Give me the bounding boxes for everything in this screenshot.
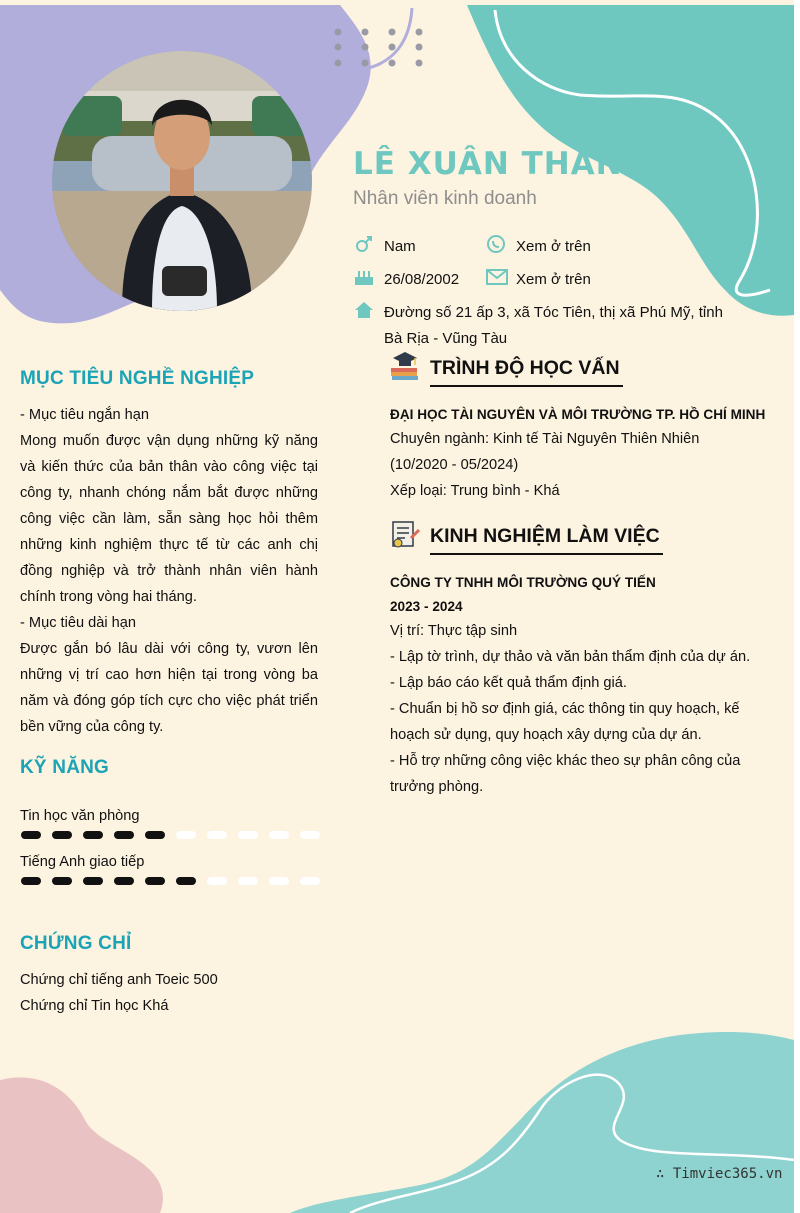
certificate-item: Chứng chỉ Tin học Khá <box>20 998 169 1014</box>
duty-item: - Chuẩn bị hồ sơ định giá, các thông tin quy hoạch, kế <box>390 701 740 717</box>
certificates-heading: CHỨNG CHỈ <box>20 933 132 954</box>
skill-dot-filled <box>176 877 196 885</box>
company-name: CÔNG TY TNHH MÔI TRƯỜNG QUÝ TIẾN <box>390 575 656 590</box>
skill-dot-filled <box>83 877 103 885</box>
objective-heading: MỤC TIÊU NGHỀ NGHIỆP <box>20 368 255 389</box>
skill-dot-filled <box>145 831 165 839</box>
skill-dot-filled <box>114 831 134 839</box>
skill-dot-empty <box>269 877 289 885</box>
skill-dot-empty <box>207 877 227 885</box>
skill-dot-filled <box>114 877 134 885</box>
candidate-name: LÊ XUÂN THÀNH <box>353 146 650 182</box>
long-term-label: - Mục tiêu dài hạn <box>20 615 137 631</box>
gender-value: Nam <box>384 238 416 255</box>
skill-dot-empty <box>238 877 258 885</box>
home-icon <box>354 301 374 319</box>
skill-dot-empty <box>176 831 196 839</box>
skill-label: Tiếng Anh giao tiếp <box>20 854 145 870</box>
short-term-label: - Mục tiêu ngắn hạn <box>20 407 149 423</box>
certificate-item: Chứng chỉ tiếng anh Toeic 500 <box>20 972 218 988</box>
graduation-books-icon <box>389 350 421 382</box>
birthday-cake-icon <box>353 267 375 287</box>
address-line-1: Đường số 21 ấp 3, xã Tóc Tiên, thị xã Phú Mỹ, tỉnh <box>384 304 723 321</box>
phone-value: Xem ở trên <box>516 238 591 255</box>
school-name: ĐẠI HỌC TÀI NGUYÊN VÀ MÔI TRƯỜNG TP. HỒ CHÍ MINH <box>390 407 766 422</box>
skill-dot-filled <box>21 831 41 839</box>
gender-icon <box>354 234 374 254</box>
work-documents-icon <box>389 518 421 550</box>
long-term-text: Được gắn bó lâu dài với công ty, vươn lên những vị trí cao hơn hiện tại trong vòng ba năm và đóng góp tích cực cho việc phát triển bền vững của công ty. <box>20 641 318 735</box>
skill-dot-empty <box>300 831 320 839</box>
education-heading: TRÌNH ĐỘ HỌC VẤN <box>430 357 623 387</box>
duty-item: - Lập tờ trình, dự thảo và văn bản thẩm định của dự án. <box>390 649 751 665</box>
birthday-value: 26/08/2002 <box>384 271 460 288</box>
skill-dot-filled <box>83 831 103 839</box>
skill-dot-filled <box>145 877 165 885</box>
phone-icon <box>486 234 506 254</box>
work-position: Vị trí: Thực tập sinh <box>390 623 518 639</box>
skill-dot-empty <box>300 877 320 885</box>
education-major: Chuyên ngành: Kinh tế Tài Nguyên Thiên Nhiên <box>390 431 700 447</box>
skill-dot-filled <box>52 877 72 885</box>
profile-photo <box>52 51 312 311</box>
skill-rating <box>20 830 320 840</box>
skill-dot-filled <box>52 831 72 839</box>
skills-heading: KỸ NĂNG <box>20 757 110 778</box>
short-term-text: Mong muốn được vận dụng những kỹ năng và kiến thức của bản thân vào công việc tại công ty, nhanh chóng nắm bắt được những công việc cần làm, sẵn sàng học hỏi thêm những kinh nghiệm thực tế từ các anh chị đồng nghiệp và trở thành nhân viên hành chính trong vòng hai tháng. <box>20 433 318 605</box>
duty-item-continued: trưởng phòng. <box>390 779 484 795</box>
duty-item: - Hỗ trợ những công việc khác theo sự phân công của <box>390 753 741 769</box>
duty-item-continued: hoạch sử dụng, quy hoạch xây dựng của dự án. <box>390 727 702 743</box>
education-period: (10/2020 - 05/2024) <box>390 457 519 473</box>
job-title: Nhân viên kinh doanh <box>353 188 537 209</box>
email-value: Xem ở trên <box>516 271 591 288</box>
duty-item: - Lập báo cáo kết quả thẩm định giá. <box>390 675 627 691</box>
watermark: ∴ Timviec365.vn <box>656 1166 783 1182</box>
skill-dot-filled <box>21 877 41 885</box>
education-grade: Xếp loại: Trung bình - Khá <box>390 483 560 499</box>
experience-heading: KINH NGHIỆM LÀM VIỆC <box>430 525 663 555</box>
skill-label: Tin học văn phòng <box>20 808 140 824</box>
work-years: 2023 - 2024 <box>390 599 463 614</box>
address-line-2: Bà Rịa - Vũng Tàu <box>384 330 508 347</box>
email-icon <box>486 268 508 286</box>
skill-dot-empty <box>207 831 227 839</box>
skill-dot-empty <box>238 831 258 839</box>
skill-dot-empty <box>269 831 289 839</box>
skill-rating <box>20 876 320 886</box>
